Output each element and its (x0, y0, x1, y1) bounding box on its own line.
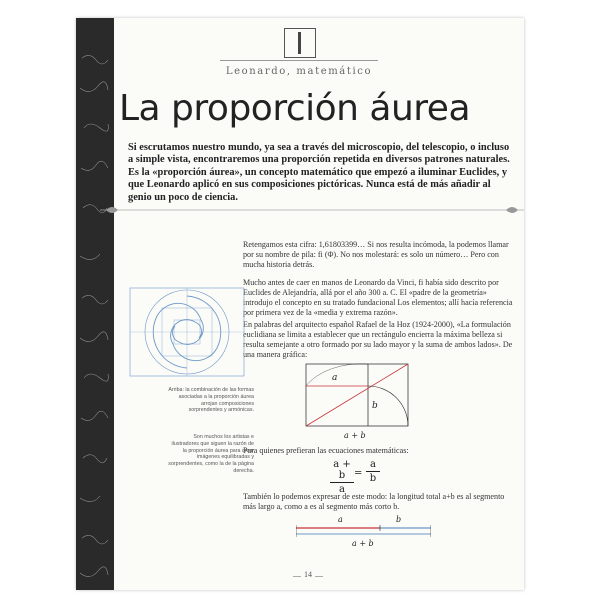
golden-rectangle-diagram (302, 362, 414, 440)
paragraph-1: Retengamos esta cifra: 1,61803399… Si nos resulta incómoda, la podemos llamar por su nombre de pila: fi (Φ). No nos molestará: es solo un número… Pero con mucha historia detrás. (243, 240, 509, 270)
page-title: La proporción áurea (119, 88, 471, 129)
segment-diagram (296, 512, 431, 552)
diagram-label-b: b (372, 401, 378, 411)
caption-top: Arriba: la combinación de las formas asociadas a la proporción áurea arrojan composiciones sorprendentes y armónicas. (168, 387, 254, 414)
paragraph-3: En palabras del arquitecto español Rafael de la Hoz (1924-2000), «La formulación euclidiana se limita a establecer que un rectángulo encierra la máxima belleza si resulta semejante a otro formado por su lado mayor y la suma de ambos lados». De una manera gráfica: (243, 320, 513, 360)
segment-label-sum: a + b (352, 539, 374, 548)
calligraphy-decoration (76, 18, 114, 590)
golden-spiral-illustration (128, 286, 246, 378)
diagram-label-sum: a + b (344, 431, 366, 440)
decorative-script-strip (76, 18, 114, 590)
header-rule (220, 60, 378, 61)
intro-paragraph: Si escrutamos nuestro mundo, ya sea a través del microscopio, del telescopio, o incluso a simple vista, encontraremos una proporción repetida en diversos patrones naturales. Es la «proporción áurea», un concepto matemático que empezó a iluminar Euclides, y que Leonardo aplicó en sus composiciones pictóricas. Nunca está de más añadir al genio un poco de ciencia. (128, 142, 510, 203)
page-number (293, 570, 323, 579)
page-number-text: 14 (301, 570, 315, 579)
section-label: Leonardo, matemático (225, 66, 373, 77)
equation-denominator-left: a (339, 484, 345, 495)
equation-fraction-left (330, 459, 354, 495)
paragraph-2: Mucho antes de caer en manos de Leonardo da Vinci, fi había sido descrito por Euclides de Alejandría, allá por el año 300 a. C. El «padre de la geometría» introdujo el concepto en su tratado fundacional Los elementos; allí hacía referencia por primera vez de la «media y extrema razón». (243, 278, 513, 318)
caption-bottom: Son muchos los artistas e ilustradores que siguen la razón de la proporción áurea para crear imágenes equilibradas y sorprendentes, como la de la página derecha. (168, 434, 254, 474)
equation-fraction-right (366, 459, 380, 484)
segment-label-b: b (396, 515, 402, 524)
roman-numeral-icon (284, 28, 316, 58)
equation-numerator-left: a + b (333, 459, 351, 481)
paragraph-5: También lo podemos expresar de este modo: la longitud total a+b es al segmento más largo a, como a es al segmento más corto b. (243, 492, 505, 512)
paragraph-4: Para quienes prefieran las ecuaciones matemáticas: (243, 446, 409, 455)
equation-numerator-right: a (370, 459, 376, 470)
ornamental-divider (100, 204, 524, 216)
diagram-label-a: a (332, 373, 338, 383)
segment-label-a: a (338, 515, 343, 524)
golden-ratio-equation (330, 459, 386, 495)
equation-equals: = (354, 468, 363, 479)
section-header (220, 20, 378, 77)
equation-denominator-right: b (369, 473, 377, 484)
